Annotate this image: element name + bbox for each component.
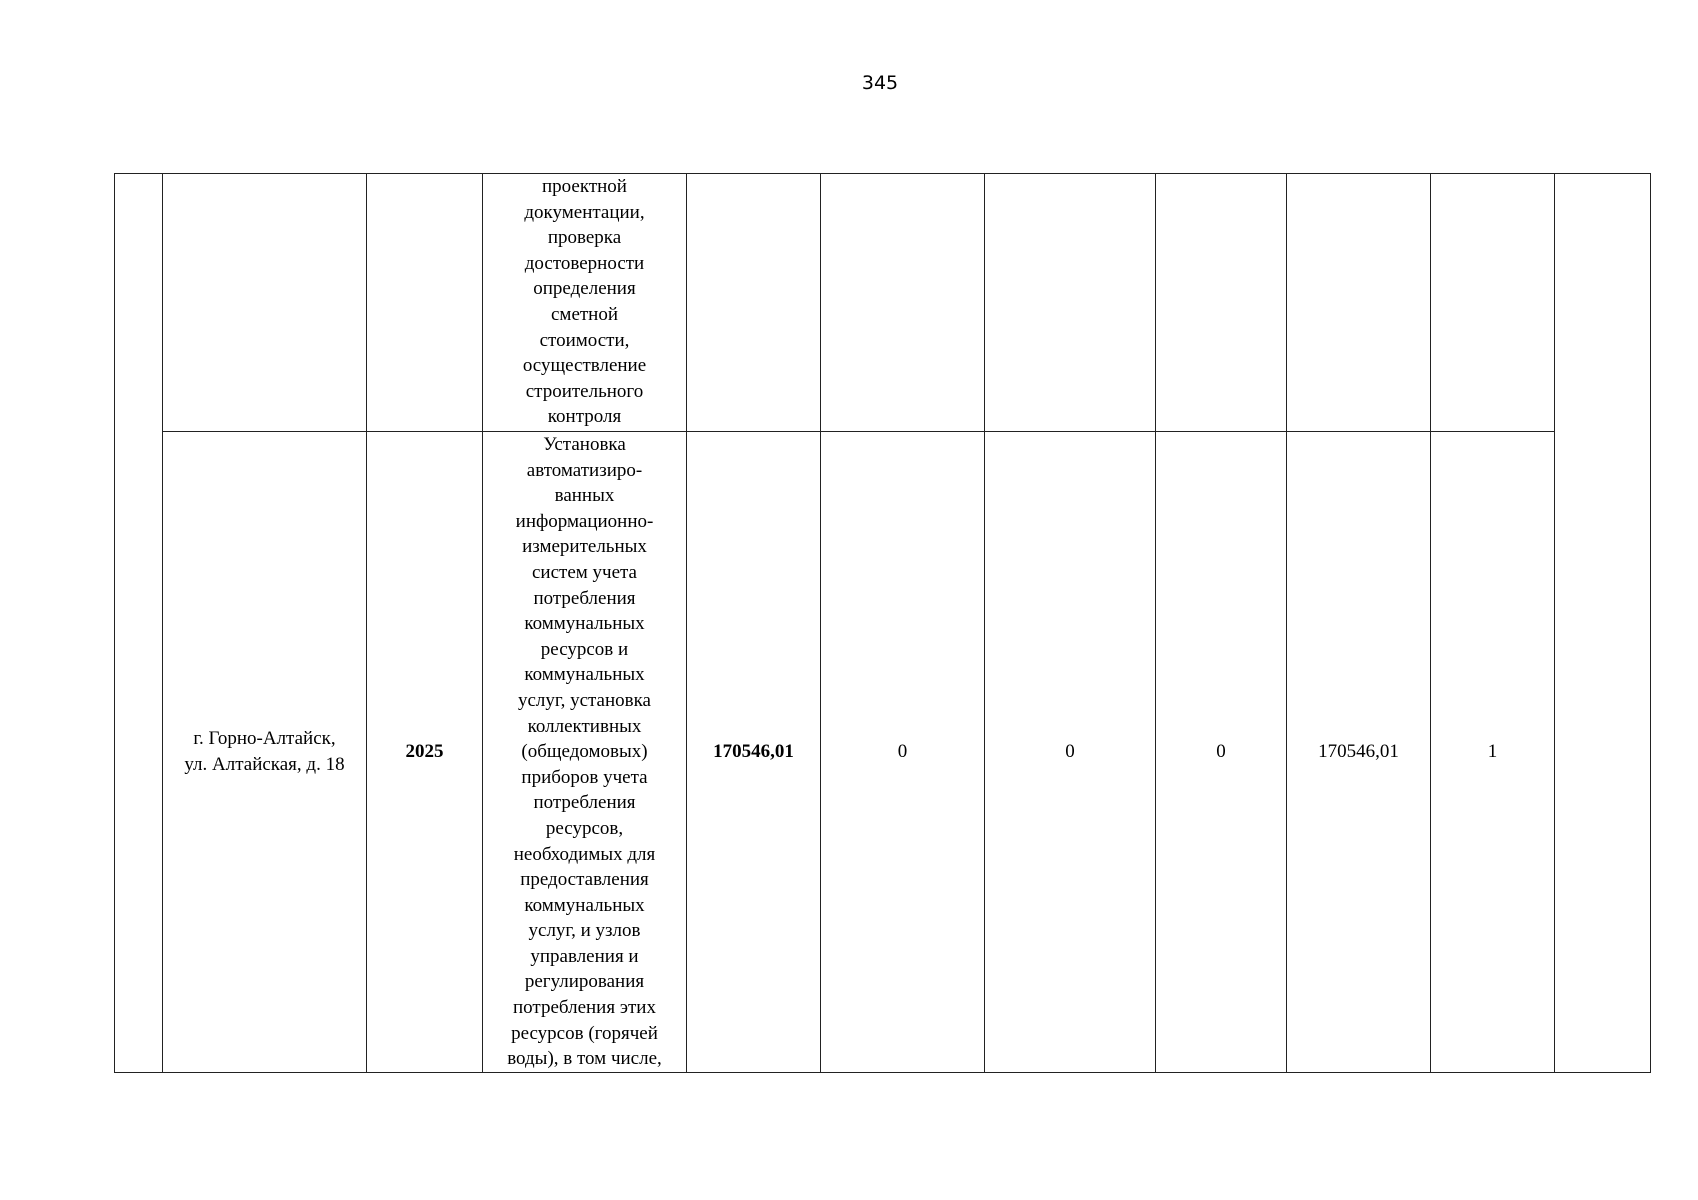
description-line: ресурсов и xyxy=(540,638,629,660)
description-line: сметной xyxy=(550,303,619,325)
total-cost-cell xyxy=(687,174,821,432)
description-line: ванных xyxy=(554,485,615,507)
value-cell: 0 xyxy=(1156,432,1287,1073)
address-line: ул. Алтайская, д. 18 xyxy=(184,753,345,775)
description-line: измерительных xyxy=(522,536,647,558)
work-description-cell xyxy=(483,174,687,432)
last-column-cell xyxy=(1555,174,1651,1073)
table-row xyxy=(115,432,1651,1073)
description-line: контроля xyxy=(547,406,622,428)
description-line: потребления этих xyxy=(513,997,656,1019)
description-line: стоимости, xyxy=(539,329,630,351)
value-cell xyxy=(1287,174,1431,432)
value-cell: 0 xyxy=(821,432,985,1073)
number-cell xyxy=(115,174,163,1073)
address-cell xyxy=(163,174,367,432)
description-line: Установка xyxy=(543,434,626,455)
description-line: ресурсов, xyxy=(545,817,624,839)
works-table xyxy=(114,173,1651,1073)
value-cell: 170546,01 xyxy=(1287,432,1431,1073)
description-line: документации, xyxy=(524,201,645,223)
year-cell xyxy=(367,174,483,432)
value-cell xyxy=(1431,174,1555,432)
description-line: осуществление xyxy=(522,355,647,377)
description-line: потребления xyxy=(533,587,636,609)
work-description-cell xyxy=(483,432,687,1073)
description-line: необходимых для xyxy=(513,843,656,865)
address-cell xyxy=(163,432,367,1073)
description-line: проектной xyxy=(542,176,627,197)
description-line: услуг, и узлов xyxy=(528,920,641,942)
value-cell xyxy=(985,174,1156,432)
description-line: определения xyxy=(533,278,636,300)
value-cell xyxy=(1156,174,1287,432)
description-line: потребления xyxy=(533,792,636,814)
description-line: воды), в том числе, xyxy=(507,1048,662,1070)
description-line: коммунальных xyxy=(524,613,645,635)
description-line: автоматизиро- xyxy=(526,459,643,481)
table-row xyxy=(115,174,1651,432)
description-line: предоставления xyxy=(520,869,649,891)
description-line: приборов учета xyxy=(521,766,648,788)
description-line: ресурсов (горячей xyxy=(511,1022,658,1044)
value-cell: 1 xyxy=(1431,432,1555,1073)
year-cell: 2025 xyxy=(367,432,483,1073)
description-line: коллективных xyxy=(527,715,642,737)
description-line: систем учета xyxy=(531,561,637,583)
description-line: достоверности xyxy=(524,252,645,274)
total-cost-cell: 170546,01 xyxy=(687,432,821,1073)
description-line: коммунальных xyxy=(524,664,645,686)
page-number: 345 xyxy=(861,72,899,94)
description-line: информационно- xyxy=(515,510,654,532)
value-cell: 0 xyxy=(985,432,1156,1073)
value-cell xyxy=(821,174,985,432)
description-line: услуг, установка xyxy=(518,689,651,711)
description-line: управления и xyxy=(530,945,639,967)
description-line: строительного xyxy=(525,380,644,402)
description-line: проверка xyxy=(547,227,622,249)
description-line: (общедомовых) xyxy=(521,741,648,763)
description-line: коммунальных xyxy=(524,894,645,916)
description-line: регулирования xyxy=(524,971,645,993)
address-line: г. Горно-Алтайск, xyxy=(193,728,336,750)
